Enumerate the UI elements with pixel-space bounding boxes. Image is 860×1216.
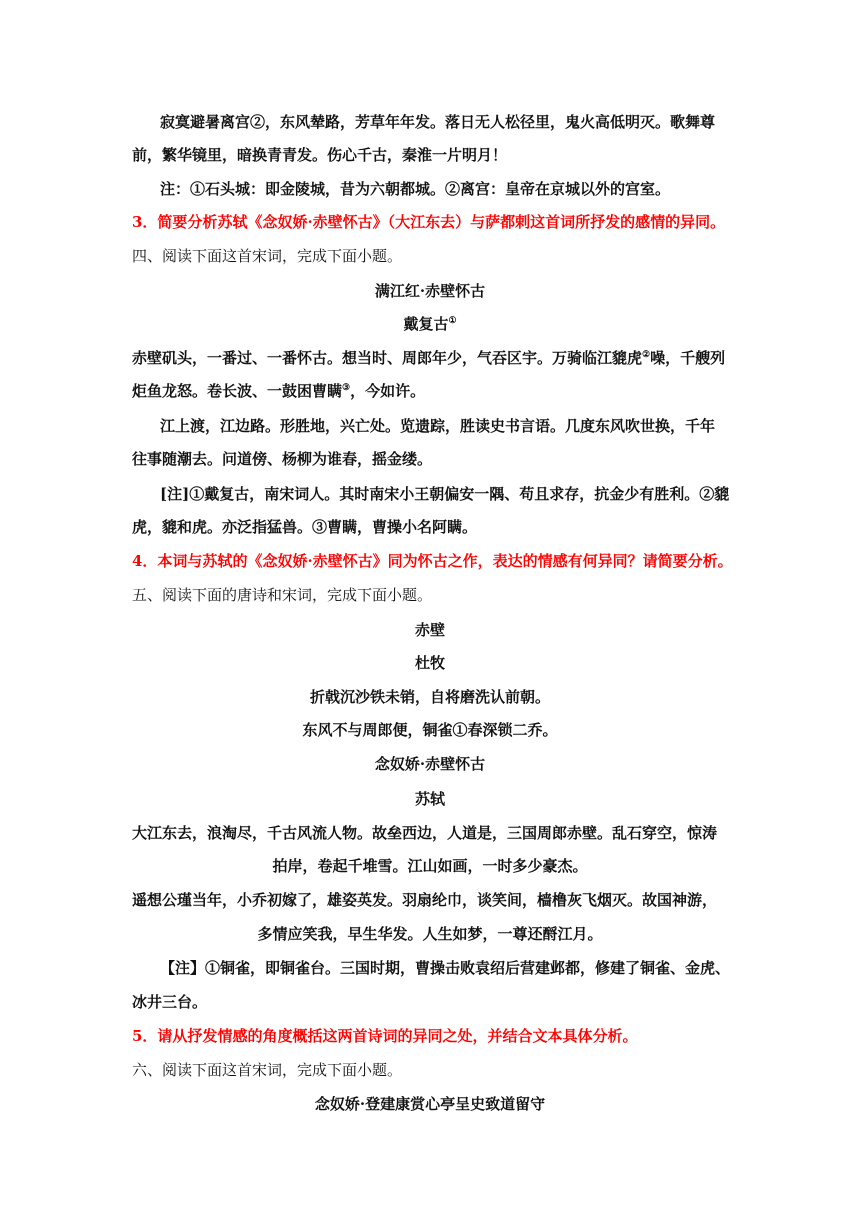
question-5: 5．请从抒发情感的角度概括这两首诗词的异同之处，并结合文本具体分析。 xyxy=(132,1027,638,1045)
section-5-ci-line1: 大江东去，浪淘尽，千古风流人物。故垒西边，人道是，三国周郎赤壁。乱石穿空，惊涛 xyxy=(132,824,718,842)
poem1-note: 注：①石头城：即金陵城，昔为六朝都城。②离宫：皇帝在京城以外的宫室。 xyxy=(160,180,671,198)
question-4: 4．本词与苏轼的《念奴娇·赤壁怀古》同为怀古之作，表达的情感有何异同？请简要分析。 xyxy=(132,552,733,570)
section-5-note1: 【注】①铜雀，即铜雀台。三国时期，曹操击败袁绍后营建邺都，修建了铜雀、金虎、 xyxy=(160,959,731,977)
section-4-line1: 赤壁矶头，一番过、一番怀古。想当时、周郎年少，气吞区宇。万骑临江貔虎②噪，千艘列 xyxy=(132,349,726,367)
section-6-title: 念奴娇·登建康赏心亭呈史致道留守 xyxy=(314,1095,546,1113)
section-4-line3: 江上渡，江边路。形胜地，兴亡处。览遗踪，胜读史书言语。几度东风吹世换，千年 xyxy=(160,417,716,435)
section-5-ci-author: 苏轼 xyxy=(414,790,445,808)
section-5-ci-line3: 遥想公瑾当年，小乔初嫁了，雄姿英发。羽扇纶巾，谈笑间，樯橹灰飞烟灭。故国神游， xyxy=(132,891,718,909)
question-3: 3．简要分析苏轼《念奴娇·赤壁怀古》（大江东去）与萨都剌这首词所抒发的感情的异同。 xyxy=(132,213,726,231)
poem1-line2: 前，繁华镜里，暗换青青发。伤心千古，秦淮一片明月！ xyxy=(132,146,508,164)
section-5-poem-line1: 折戟沉沙铁未销，自将磨洗认前朝。 xyxy=(309,688,550,706)
section-5-poem-title: 赤壁 xyxy=(414,621,445,639)
section-4-line4: 往事随潮去。问道傍、杨柳为谁春，摇金缕。 xyxy=(132,450,433,468)
poem1-line1: 寂寞避暑离宫②，东风辇路，芳草年年发。落日无人松径里，鬼火高低明灭。歌舞尊 xyxy=(160,113,716,131)
section-6-heading: 六、阅读下面这首宋词，完成下面小题。 xyxy=(132,1061,403,1079)
section-4-note1: [注]①戴复古，南宋词人。其时南宋小王朝偏安一隅、苟且求存，抗金少有胜利。②貔 xyxy=(160,485,730,503)
section-4-author: 戴复古① xyxy=(403,315,457,333)
section-4-line2: 炬鱼龙怒。卷长波、一鼓困曹瞒③，今如许。 xyxy=(132,382,426,400)
section-4-title: 满江红·赤壁怀古 xyxy=(374,282,486,300)
section-4-note2: 虎，貔和虎。亦泛指猛兽。③曹瞒，曹操小名阿瞒。 xyxy=(132,518,478,536)
section-5-heading: 五、阅读下面的唐诗和宋词，完成下面小题。 xyxy=(132,586,433,604)
section-5-poem-line2: 东风不与周郎便，铜雀①春深锁二乔。 xyxy=(302,721,558,739)
section-5-ci-title: 念奴娇·赤壁怀古 xyxy=(374,755,486,773)
section-5-poem-author: 杜牧 xyxy=(414,654,445,672)
section-5-ci-line2: 拍岸，卷起千堆雪。江山如画，一时多少豪杰。 xyxy=(272,857,588,875)
section-5-ci-line4: 多情应笑我，早生华发。人生如梦，一尊还酹江月。 xyxy=(257,925,603,943)
section-5-note2: 冰井三台。 xyxy=(132,993,208,1011)
section-4-heading: 四、阅读下面这首宋词，完成下面小题。 xyxy=(132,247,403,265)
